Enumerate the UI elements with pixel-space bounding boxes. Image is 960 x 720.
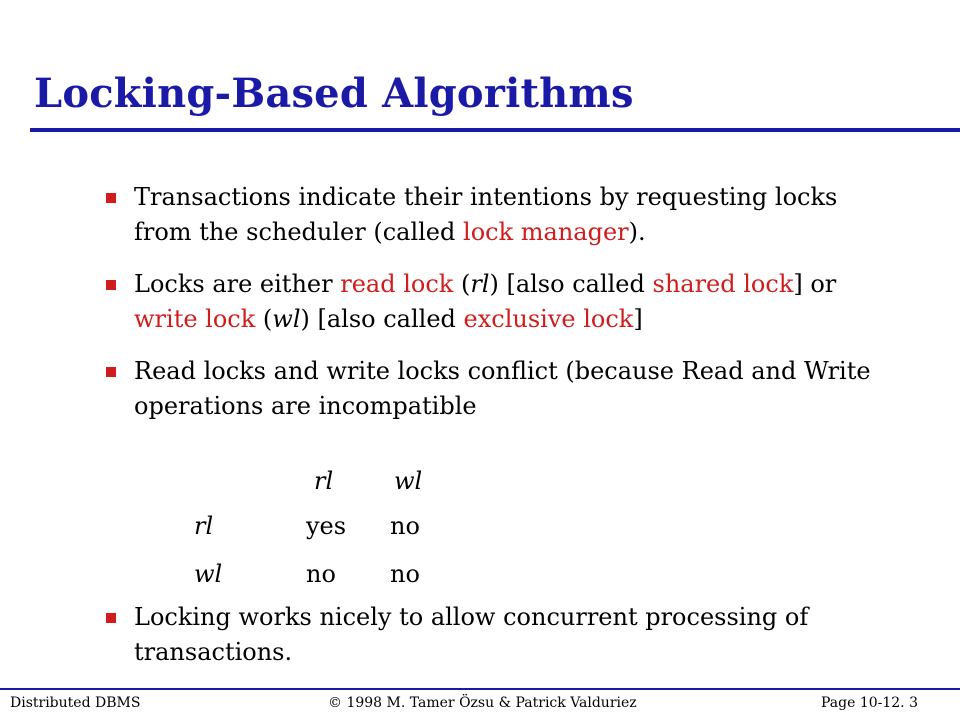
square-bullet-icon: [106, 613, 116, 623]
term-lock-manager: lock manager: [463, 218, 629, 246]
bullet-item-concurrency: [106, 600, 914, 670]
table-header-row: [194, 460, 470, 502]
table-cell: no: [390, 512, 420, 540]
table-cell: no: [390, 560, 420, 588]
bullet-text: ] or: [793, 270, 837, 298]
abbr-rl: rl: [470, 270, 490, 298]
bullet-text: ]: [633, 305, 643, 333]
footer-divider: [0, 688, 960, 690]
title-divider: [30, 128, 960, 132]
footer-copyright: © 1998 M. Tamer Özsu & Patrick Valduriez: [328, 695, 637, 711]
term-exclusive-lock: exclusive lock: [463, 305, 634, 333]
bullet-item-transactions: [106, 180, 886, 250]
row-header: rl: [194, 512, 214, 540]
bullet-text: ) [also called: [300, 305, 464, 333]
bullet-item-conflict: [106, 354, 886, 424]
column-header: rl: [314, 467, 334, 495]
lock-compatibility-table: [194, 460, 470, 598]
bullet-text: ) [also called: [489, 270, 653, 298]
bullet-text: (: [453, 270, 471, 298]
column-header: wl: [394, 467, 423, 495]
row-header: wl: [194, 560, 223, 588]
slide-title: Locking-Based Algorithms: [34, 70, 634, 117]
bullet-item-lock-types: [106, 267, 886, 337]
table-cell: no: [306, 560, 336, 588]
term-shared-lock: shared lock: [652, 270, 794, 298]
bullet-text: Read locks and write locks conflict (because Read and Write operations are incompatible: [134, 357, 871, 420]
bullet-list: [106, 180, 886, 441]
table-row: [194, 550, 470, 598]
bullet-text: Transactions indicate their intentions by requesting locks from the scheduler (called: [134, 183, 838, 246]
bullet-text: Locking works nicely to allow concurrent processing of transactions.: [134, 603, 809, 666]
table-cell: yes: [306, 512, 347, 540]
square-bullet-icon: [106, 280, 116, 290]
footer-course: Distributed DBMS: [10, 695, 141, 711]
footer-page-number: Page 10-12. 3: [820, 695, 918, 711]
bullet-text: ).: [628, 218, 646, 246]
term-read-lock: read lock: [340, 270, 454, 298]
abbr-wl: wl: [272, 305, 301, 333]
table-row: [194, 502, 470, 550]
table-corner: [194, 460, 306, 502]
term-write-lock: write lock: [134, 305, 256, 333]
square-bullet-icon: [106, 193, 116, 203]
bullet-text: Locks are either: [134, 270, 341, 298]
bullet-text: (: [255, 305, 273, 333]
square-bullet-icon: [106, 367, 116, 377]
